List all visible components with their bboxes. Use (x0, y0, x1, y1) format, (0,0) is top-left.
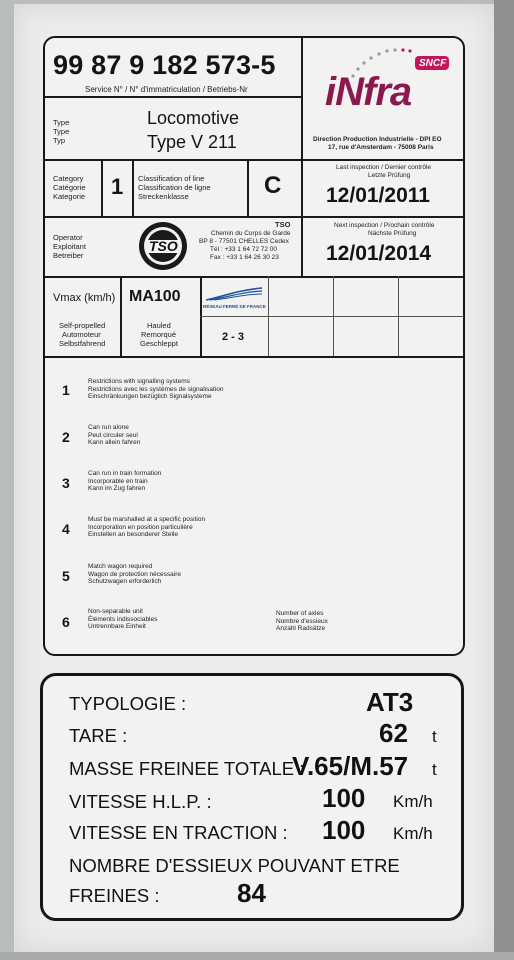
registration-number: 99 87 9 182 573-5 (53, 50, 276, 80)
self-propelled-en: Self-propelled (59, 321, 106, 330)
restriction-text: Peut circuler seul (88, 431, 138, 439)
registration-caption: Service N° / N° d'immatriculation / Betriebs-Nr (85, 85, 248, 94)
typologie-value: AT3 (366, 687, 414, 717)
dpi-line2: 17, rue d'Amsterdam - 75008 Paris (328, 144, 434, 151)
category-value: 1 (111, 174, 124, 199)
dpi-line1: Direction Production Industrielle - DPI EO (313, 136, 442, 143)
restriction-text: Must be marshalled at a specific position (88, 516, 206, 523)
operator-label-en: Operator (53, 233, 83, 242)
hlp-unit: Km/h (393, 792, 433, 811)
restriction-text: Untrennbare Einheit (88, 623, 146, 630)
operator-name: TSO (275, 220, 291, 229)
type-line2: Type V 211 (147, 132, 237, 152)
restriction-text: Incorporable en train (88, 477, 148, 485)
restriction-number: 6 (62, 614, 70, 630)
operator-address1: Chemin du Corps de Garde (211, 230, 291, 237)
restriction-text: Kann im Zug fahren (88, 485, 146, 492)
essieux-value: 84 (237, 878, 266, 908)
restriction-text: Schutzwagen erforderlich (88, 578, 162, 585)
plate-edge-bottom (0, 952, 514, 960)
self-propelled-de: Selbstfahrend (59, 339, 106, 348)
sncf-badge: SNCF (419, 58, 447, 69)
infra-wordmark: iNfra (325, 70, 412, 114)
restriction-text: Incorporation en position particulière (88, 523, 193, 531)
typologie-label: TYPOLOGIE : (69, 693, 187, 714)
category-label-en: Category (53, 174, 84, 183)
sncf-infra-logo (307, 42, 463, 122)
category-label-fr: Catégorie (53, 183, 86, 192)
restriction-text: Restrictions avec les systèmes de signalisation (88, 385, 224, 393)
restriction-text: Éléments indissociables (88, 615, 158, 623)
type-label-fr: Type (53, 127, 70, 136)
hlp-label: VITESSE H.L.P. : (69, 791, 212, 812)
restriction-text: Non-separable unit (88, 608, 143, 615)
hlp-value: 100 (322, 783, 366, 813)
tare-label: TARE : (69, 725, 128, 746)
vmax-label: Vmax (km/h) (53, 292, 116, 304)
restriction-number: 3 (62, 475, 70, 491)
restriction-text: Restrictions with signalling systems (88, 378, 190, 385)
operator-fax: Fax : +33 1 64 26 30 23 (210, 254, 279, 261)
tso-logo (137, 220, 189, 272)
restriction-text: Einstellen an besonderer Stelle (88, 531, 178, 538)
restriction-text: Einschränkungen bezüglich Signalsysteme (88, 393, 212, 400)
hauled-en: Hauled (147, 321, 171, 330)
masse-label: MASSE FREINEE TOTALE : (69, 758, 305, 779)
type-line1: Locomotive (147, 108, 240, 128)
operator-label-de: Betreiber (53, 251, 84, 260)
last-inspection-date: 12/01/2011 (326, 184, 430, 207)
restriction-number: 1 (62, 382, 70, 398)
operator-label-fr: Exploitant (53, 242, 86, 251)
restriction-number: 4 (62, 521, 70, 537)
restriction-number: 5 (62, 568, 70, 584)
restriction-text: Can run alone (88, 424, 129, 431)
traction-unit: Km/h (393, 824, 433, 843)
tare-unit: t (432, 727, 437, 746)
traction-value: 100 (322, 815, 366, 845)
restriction-text: Wagon de protection nécessaire (88, 570, 181, 578)
last-inspection-caption: Last inspection / Dernier contrôle (336, 164, 432, 171)
classification-label-en: Classification of line (138, 174, 205, 183)
rff-value: 2 - 3 (222, 331, 245, 343)
axles-label-de: Anzahl Radsätze (276, 625, 326, 632)
specs-card (40, 673, 464, 921)
axles-label-fr: Nombre d'essieux (276, 617, 328, 625)
type-label-en: Type (53, 118, 70, 127)
essieux-label-line2: FREINES : (69, 885, 160, 906)
hauled-fr: Remorqué (141, 330, 177, 339)
restriction-text: Can run in train formation (88, 470, 162, 477)
self-propelled-fr: Automoteur (62, 330, 101, 339)
next-inspection-date: 12/01/2014 (326, 242, 432, 265)
last-inspection-caption-de: Letzte Prüfung (368, 172, 411, 179)
classification-label-de: Streckenklasse (138, 192, 189, 201)
next-inspection-caption: Next inspection / Prochain contrôle (334, 222, 435, 229)
tso-logo-text: TSO (149, 238, 178, 254)
ma-value: MA100 (129, 288, 181, 305)
traction-label: VITESSE EN TRACTION : (69, 822, 288, 843)
essieux-label-line1: NOMBRE D'ESSIEUX POUVANT ETRE (69, 855, 400, 876)
restriction-text: Kann allein fahren (88, 439, 141, 446)
type-label-de: Typ (53, 136, 66, 145)
operator-address2: BP 8 - 77501 CHELLES Cedex (199, 238, 289, 245)
hauled-de: Geschleppt (140, 339, 178, 348)
restriction-number: 2 (62, 429, 70, 445)
rff-caption: RÉSEAU FERRÉ DE FRANCE (203, 304, 266, 309)
axles-label-en: Number of axles (276, 610, 324, 617)
restriction-text: Match wagon required (88, 563, 153, 570)
plate-edge (494, 0, 514, 960)
tare-value: 62 (379, 718, 408, 748)
registration-card (43, 36, 465, 656)
category-label-de: Kategorie (53, 192, 86, 201)
rff-logo-icon (204, 286, 264, 302)
operator-tel: Tél : +33 1 64 72 72 00 (210, 246, 278, 253)
masse-value: V.65/M.57 (292, 751, 409, 781)
masse-unit: t (432, 760, 437, 779)
classification-label-fr: Classification de ligne (138, 183, 211, 192)
line-class-value: C (264, 172, 282, 199)
next-inspection-caption-de: Nächste Prüfung (368, 230, 417, 237)
